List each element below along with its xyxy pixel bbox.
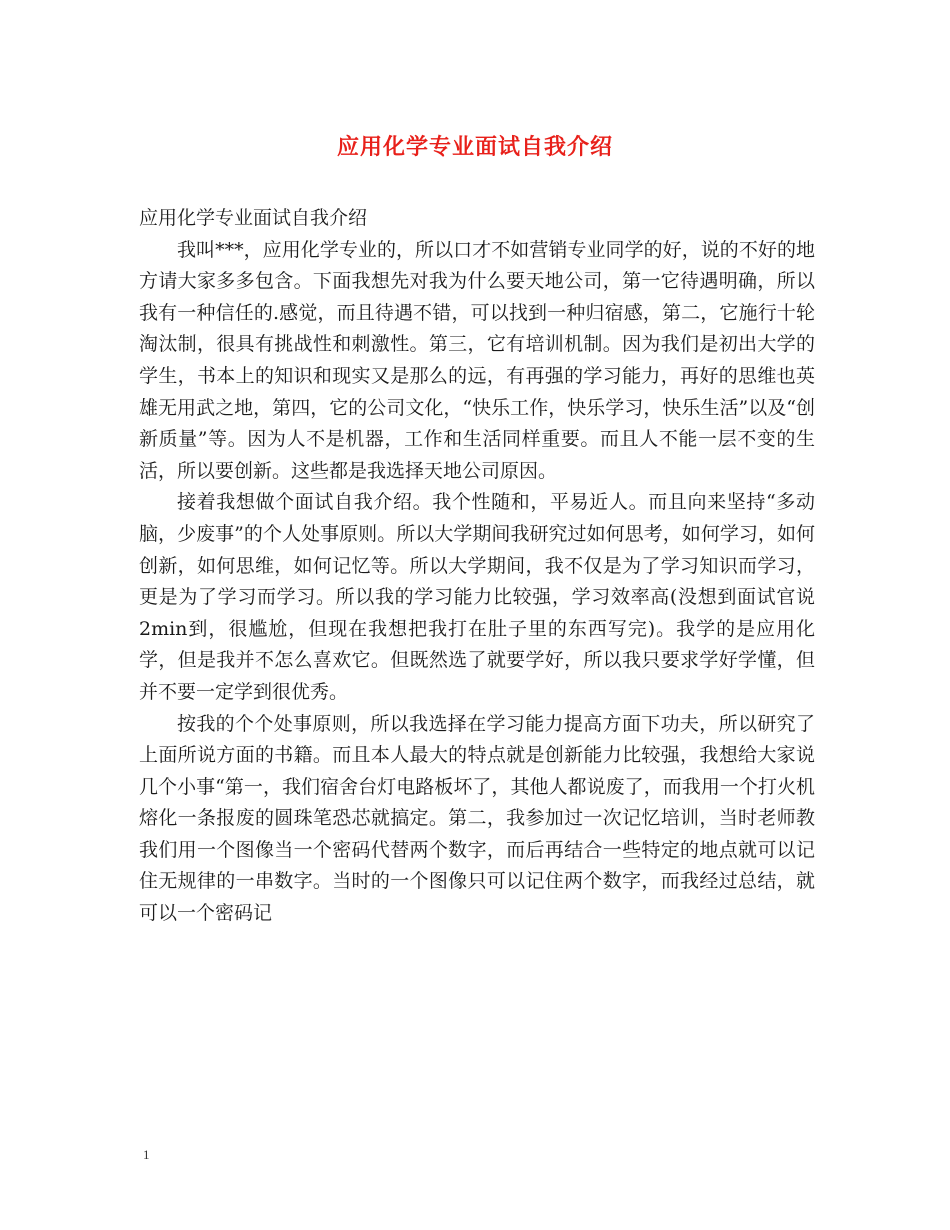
page-title: 应用化学专业面试自我介绍 — [336, 134, 613, 160]
paragraph-2: 接着我想做个面试自我介绍。我个性随和，平易近人。而且向来坚持“多动脑，少废事”的个人处事原则。所以大学期间我研究过如何思考，如何学习，如何创新，如何思维，如何记忆等。所以大学期间，我不仅是为了学习知识而学习，更是为了学习而学习。所以我的学习能力比较强，学习效率高(没想到面试官说2min到，很尴尬，但现在我想把我打在肚子里的东西写完)。我学的是应用化学，但是我并不怎么喜欢它。但既然选了就要学好，所以我只要求学好学懂，但并不要一定学到很优秀。 — [139, 491, 815, 703]
paragraph-3: 按我的个个处事原则，所以我选择在学习能力提高方面下功夫，所以研究了上面所说方面的书籍。而且本人最大的特点就是创新能力比较强，我想给大家说几个小事“第一，我们宿舍台灯电路板坏了，其他人都说废了，而我用一个打火机熔化一条报废的圆珠笔恐芯就搞定。第二，我参加过一次记忆培训，当时老师教我们用一个图像当一个密码代替两个数字，而后再结合一些特定的地点就可以记住无规律的一串数字。当时的一个图像只可以记住两个数字，而我经过总结，就可以一个密码记 — [139, 712, 815, 925]
paragraph-1: 我叫***，应用化学专业的，所以口才不如营销专业同学的好，说的不好的地方请大家多多包含。下面我想先对我为什么要天地公司，第一它待遇明确，所以我有一种信任的.感觉，而且待遇不错，可以找到一种归宿感，第二，它施行十轮淘汰制，很具有挑战性和刺激性。第三，它有培训机制。因为我们是初出大学的学生，书本上的知识和现实又是那么的远，有再强的学习能力，再好的思维也英雄无用武之地，第四，它的公司文化，“快乐工作，快乐学习，快乐生活”以及“创新质量”等。因为人不是机器，工作和生活同样重要。而且人不能一层不变的生活，所以要创新。这些都是我选择天地公司原因。 — [139, 238, 815, 482]
document-subtitle: 应用化学专业面试自我介绍 — [139, 207, 368, 229]
document-body — [139, 203, 815, 930]
page-number: 1 — [143, 1147, 150, 1162]
